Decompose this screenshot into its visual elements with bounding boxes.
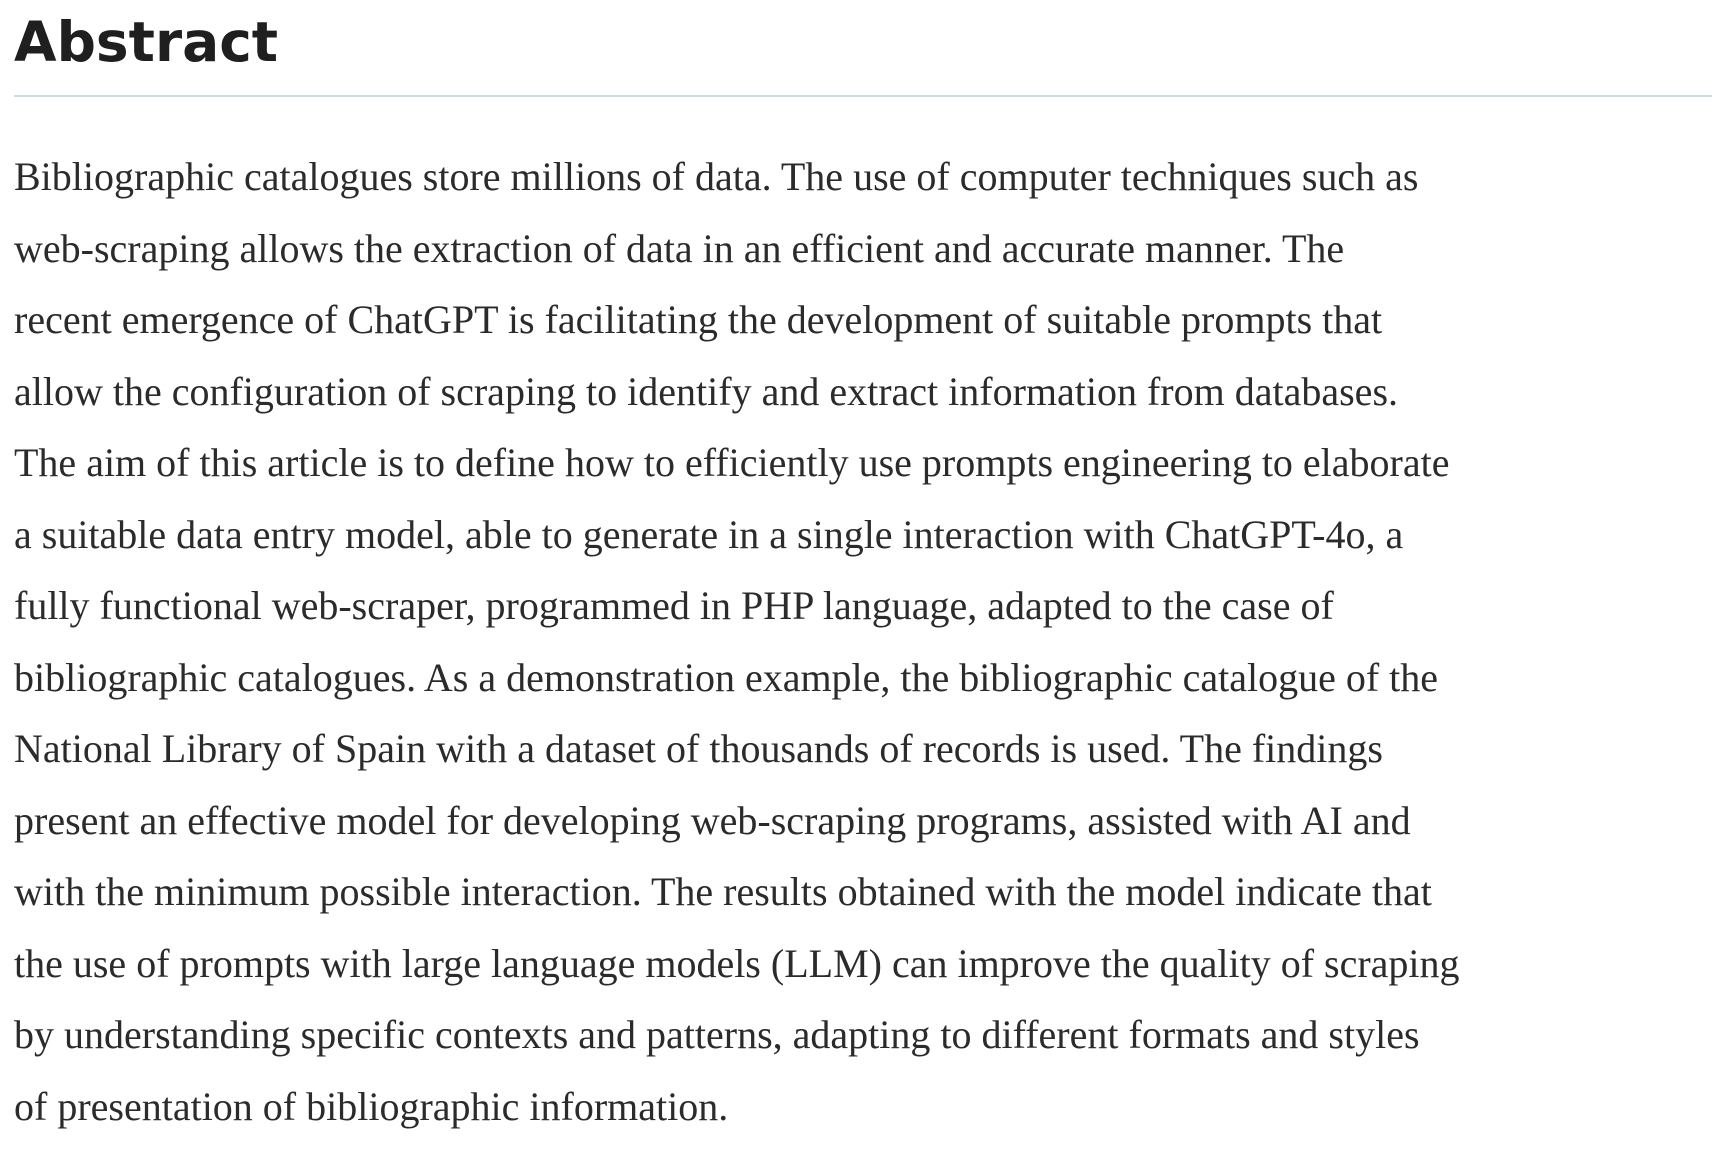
abstract-line: a suitable data entry model, able to generate in a single interaction with ChatGPT-4o, a — [14, 511, 1404, 557]
heading-divider — [14, 95, 1712, 97]
abstract-line: The aim of this article is to define how to efficiently use prompts engineering to elaborate — [14, 440, 1450, 485]
abstract-line: by understanding specific contexts and patterns, adapting to different formats and styles — [14, 1012, 1420, 1057]
abstract-line: web-scraping allows the extraction of data in an efficient and accurate manner. The — [14, 225, 1345, 271]
abstract-section — [14, 0, 1712, 1142]
abstract-line: fully functional web-scraper, programmed in PHP language, adapted to the case of — [14, 583, 1334, 628]
abstract-line: recent emergence of ChatGPT is facilitating the development of suitable prompts that — [14, 297, 1383, 342]
abstract-line: National Library of Spain with a dataset of thousands of records is used. The findings — [14, 726, 1383, 771]
abstract-heading: Abstract — [14, 10, 279, 74]
abstract-line: of presentation of bibliographic information. — [14, 1083, 729, 1129]
abstract-line: the use of prompts with large language models (LLM) can improve the quality of scraping — [14, 940, 1460, 986]
abstract-paragraph — [14, 141, 1712, 1142]
abstract-line: bibliographic catalogues. As a demonstration example, the bibliographic catalogue of the — [14, 654, 1439, 700]
abstract-line: with the minimum possible interaction. The results obtained with the model indicate that — [14, 869, 1432, 914]
abstract-line: present an effective model for developing web-scraping programs, assisted with AI and — [14, 797, 1411, 843]
abstract-line: allow the configuration of scraping to identify and extract information from databases. — [14, 368, 1399, 414]
abstract-line: Bibliographic catalogues store millions of data. The use of computer techniques such as — [14, 154, 1419, 199]
